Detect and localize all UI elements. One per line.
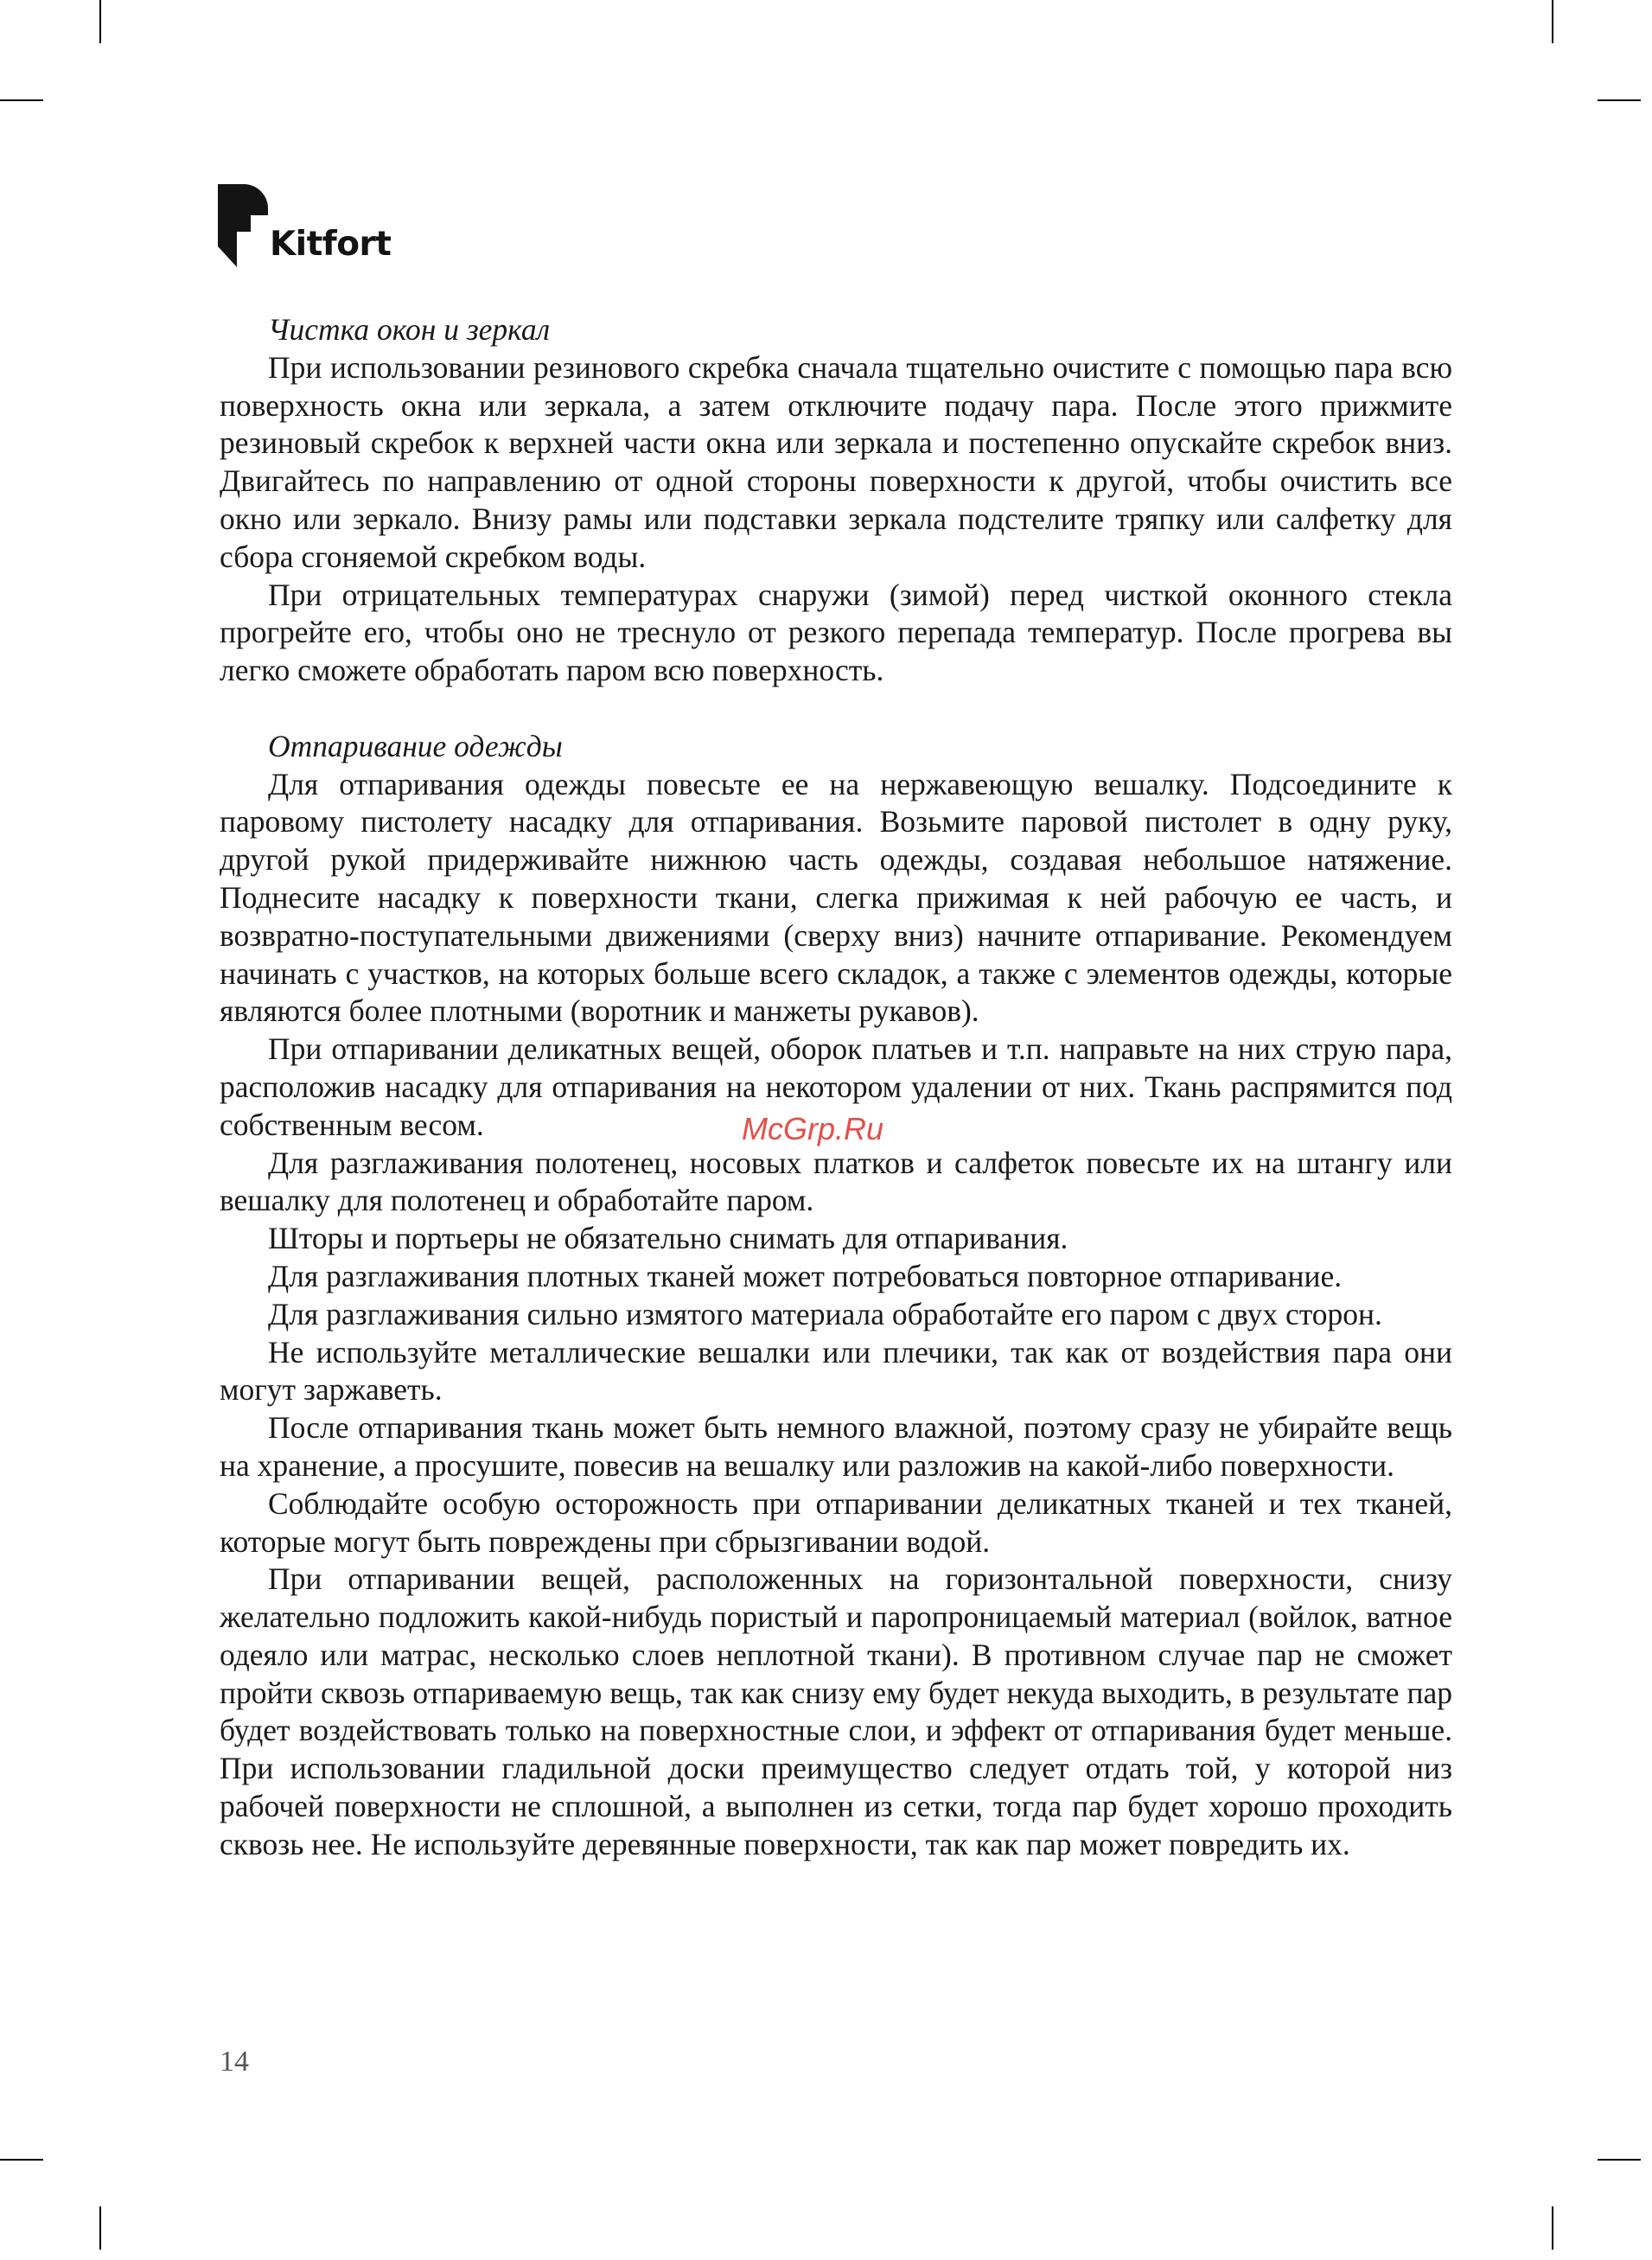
section-spacer: [220, 690, 1452, 728]
crop-mark: [1598, 99, 1641, 101]
brand-name: Kitfort: [270, 225, 392, 264]
document-body: [220, 311, 1452, 1864]
paragraph: При использовании резинового скребка сначала тщательно очистите с помощью пара всю поверхность окна или зеркала, а затем отключите подачу пара. После этого прижмите резиновый скребок к верхней части окна или зеркала и постепенно опускайте скребок вниз. Двигайтесь по направлению от одной стороны поверхности к другой, чтобы очистить все окно или зеркало. Внизу рамы или подставки зеркала подстелите тряпку или салфетку для сбора сгоняемой скребком воды.: [220, 349, 1452, 574]
paragraph: При отрицательных температурах снаружи (зимой) перед чисткой оконного стекла прогрейте его, чтобы оно не треснуло от резкого перепада температур. После прогрева вы легко сможете обработать паром всю поверхность.: [220, 577, 1452, 688]
paragraph: Для отпаривания одежды повесьте ее на нержавеющую вешалку. Подсоедините к паровому пистолету насадку для отпаривания. Возьмите паровой пистолет в одну руку, другой рукой придерживайте нижнюю часть одежды, создавая небольшое натяжение. Поднесите насадку к поверхности ткани, слегка прижимая к ней рабочую ее часть, и возвратно-поступательными движениями (сверху вниз) начните отпаривание. Рекомендуем начинать с участков, на которых больше всего складок, а также с элементов одежды, которые являются более плотными (воротник и манжеты рукавов).: [220, 766, 1452, 1029]
paragraph: Для разглаживания плотных тканей может потребоваться повторное отпаривание.: [268, 1258, 1343, 1293]
crop-mark: [1552, 2206, 1553, 2250]
paragraph: Для разглаживания полотенец, носовых платков и салфеток повесьте их на штангу или вешалку для полотенец и обработайте паром.: [220, 1145, 1452, 1218]
crop-mark: [0, 2159, 43, 2161]
crop-mark: [99, 0, 101, 43]
crop-mark: [0, 99, 43, 101]
watermark: McGrp.Ru: [742, 1111, 884, 1146]
brand-logo: [218, 184, 417, 271]
kitfort-logo-icon: [218, 184, 268, 267]
section-title: Отпаривание одежды: [268, 728, 563, 763]
section-title: Чистка окон и зеркал: [268, 312, 551, 347]
paragraph: Шторы и портьеры не обязательно снимать для отпаривания.: [268, 1221, 1068, 1256]
crop-mark: [1552, 0, 1553, 43]
paragraph: После отпаривания ткань может быть немного влажной, поэтому сразу не убирайте вещь на хранение, а просушите, повесив на вешалку или разложив на какой-либо поверхности.: [220, 1410, 1452, 1483]
paragraph: Для разглаживания сильно измятого материала обработайте его паром с двух сторон.: [268, 1296, 1382, 1331]
paragraph: При отпаривании деликатных вещей, оборок платьев и т.п. направьте на них струю пара, расположив насадку для отпаривания на некотором удалении от них. Ткань распрямится под собственным весом.: [220, 1031, 1452, 1142]
crop-mark: [1598, 2159, 1641, 2161]
page-number: 14: [220, 2046, 249, 2078]
paragraph: Не используйте металлические вешалки или плечики, так как от воздействия пара они могут заржаветь.: [220, 1334, 1452, 1408]
paragraph: При отпаривании вещей, расположенных на горизонтальной поверхности, снизу желательно подложить какой-нибудь пористый и паропроницаемый материал (войлок, ватное одеяло или матрас, несколько слоев неплотной ткани). В противном случае пар не сможет пройти сквозь отпариваемую вещь, так как снизу ему будет некуда выходить, в результате пар будет воздействовать только на поверхностные слои, и эффект от отпаривания будет меньше. При использовании гладильной доски преимущество следует отдать той, у которой низ рабочей поверхности не сплошной, а выполнен из сетки, тогда пар будет хорошо проходить сквозь нее. Не используйте деревянные поверхности, так как пар может повредить их.: [220, 1561, 1452, 1861]
crop-mark: [99, 2206, 101, 2250]
paragraph: Соблюдайте особую осторожность при отпаривании деликатных тканей и тех тканей, которые могут быть повреждены при сбрызгивании водой.: [220, 1485, 1452, 1559]
